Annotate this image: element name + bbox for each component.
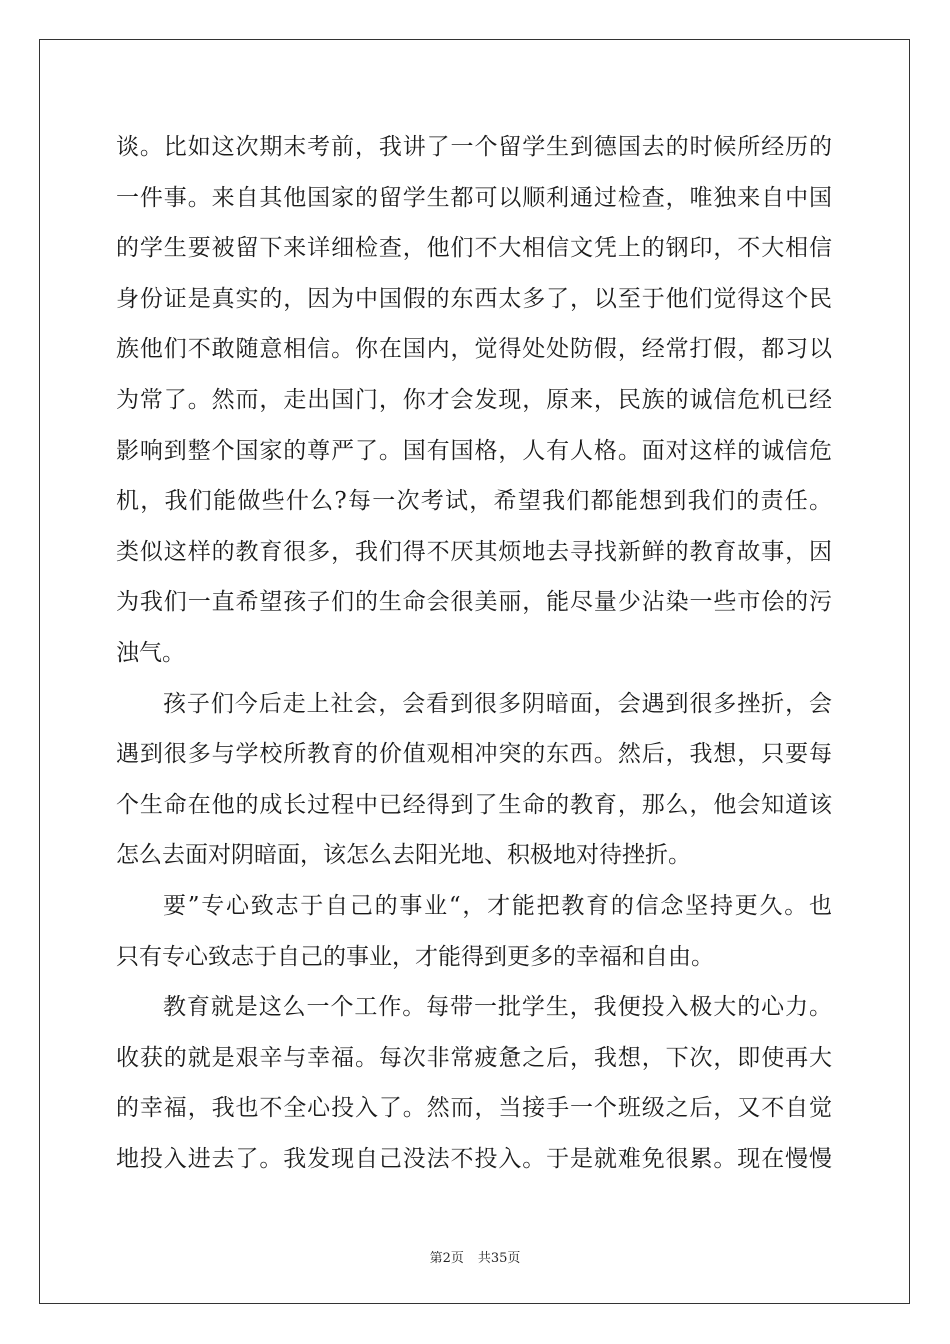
text-line: 的学生要被留下来详细检查，他们不大相信文凭上的钢印，不大相信 (116, 235, 832, 262)
text-line: 怎么去面对阴暗面，该怎么去阳光地、积极地对待挫折。 (116, 842, 691, 869)
text-line: 机，我们能做些什么?每一次考试，希望我们都能想到我们的责任。 (116, 488, 832, 515)
text-line: 谈。比如这次期末考前，我讲了一个留学生到德国去的时候所经历的 (116, 134, 832, 160)
current-page-label: 第2页 (429, 1251, 464, 1266)
page-footer (0, 1247, 950, 1266)
text-line: 只有专心致志于自己的事业，才能得到更多的幸福和自由。 (116, 943, 714, 970)
text-line: 为我们一直希望孩子们的生命会很美丽，能尽量少沾染一些市侩的污 (116, 589, 832, 616)
text-line: 为常了。然而，走出国门，你才会发现，原来，民族的诚信危机已经 (116, 386, 832, 413)
text-line: 个生命在他的成长过程中已经得到了生命的教育，那么，他会知道该 (116, 791, 832, 818)
text-line: 遇到很多与学校所教育的价值观相冲突的东西。然后，我想，只要每 (116, 741, 832, 768)
total-pages-label: 共35页 (477, 1251, 521, 1266)
text-line: 地投入进去了。我发现自己没法不投入。于是就难免很累。现在慢慢 (116, 1145, 832, 1172)
text-line: 要”专心致志于自己的事业“，才能把教育的信念坚持更久。也 (163, 892, 832, 919)
text-line: 身份证是真实的，因为中国假的东西太多了，以至于他们觉得这个民 (116, 285, 832, 312)
text-line: 族他们不敢随意相信。你在国内，觉得处处防假，经常打假，都习以 (116, 336, 832, 363)
text-line: 类似这样的教育很多，我们得不厌其烦地去寻找新鲜的教育故事，因 (116, 538, 832, 565)
text-line: 影响到整个国家的尊严了。国有国格，人有人格。面对这样的诚信危 (116, 437, 832, 464)
text-line: 教育就是这么一个工作。每带一批学生，我便投入极大的心力。 (163, 994, 832, 1021)
text-line: 收获的就是艰辛与幸福。每次非常疲惫之后，我想，下次，即使再大 (116, 1044, 832, 1071)
document-body (116, 130, 832, 1192)
text-line: 一件事。来自其他国家的留学生都可以顺利通过检查，唯独来自中国 (116, 184, 832, 211)
text-line: 浊气。 (116, 639, 185, 666)
text-line: 孩子们今后走上社会，会看到很多阴暗面，会遇到很多挫折，会 (163, 690, 832, 717)
text-line: 的幸福，我也不全心投入了。然而，当接手一个班级之后，又不自觉 (116, 1095, 832, 1122)
